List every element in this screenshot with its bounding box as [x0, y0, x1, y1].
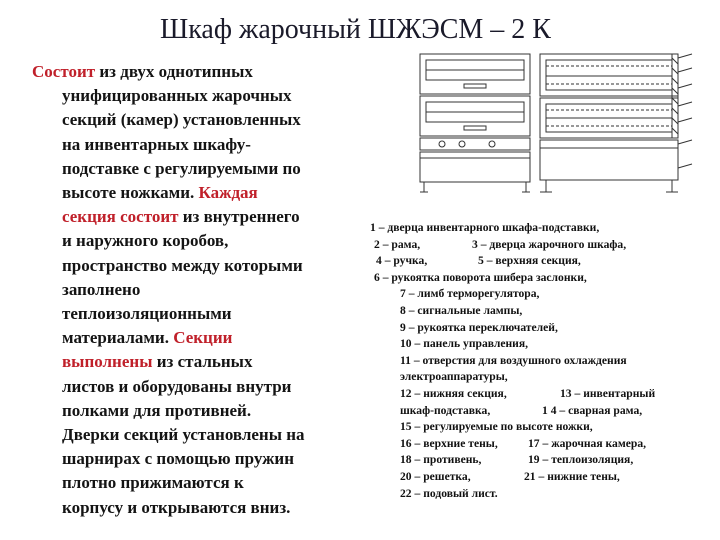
text-fragment: высоте ножками.	[62, 183, 199, 203]
legend-item: 16 – верхние тены,	[400, 436, 498, 450]
highlight-text: выполнены	[62, 352, 153, 372]
legend-item: 22 – подовый лист.	[400, 486, 498, 500]
highlight-text: Каждая	[198, 183, 258, 203]
text-line	[32, 205, 352, 229]
legend-item: 9 – рукоятка переключателей,	[400, 320, 558, 334]
legend-row	[370, 436, 710, 453]
legend-item: 8 – сигнальные лампы,	[400, 303, 523, 317]
legend-row	[370, 486, 710, 503]
legend-row	[370, 220, 710, 237]
legend-item: 12 – нижняя секция,	[400, 386, 507, 400]
legend-item: 5 – верхняя секция,	[478, 254, 581, 268]
text-line	[32, 350, 352, 374]
text-fragment: из двух однотипных	[95, 62, 253, 81]
text-line: и наружного коробов,	[62, 231, 229, 251]
page-title: Шкаф жарочный ШЖЭСМ – 2 К	[160, 14, 551, 45]
text-line: пространство между которыми	[62, 255, 303, 275]
legend-item: электроаппаратуры,	[400, 370, 508, 384]
legend-item: 20 – решетка,	[400, 469, 471, 483]
text-line: полками для противней.	[62, 400, 252, 420]
text-line: листов и оборудованы внутри	[62, 376, 292, 396]
legend-row	[370, 403, 710, 420]
text-line	[32, 181, 352, 205]
legend-item: 6 – рукоятка поворота шибера заслонки,	[374, 270, 587, 284]
legend-item: 19 – теплоизоляция,	[528, 453, 634, 467]
legend-item: 18 – противень,	[400, 453, 482, 467]
text-line: шарнирах с помощью пружин	[62, 449, 295, 469]
legend-item: 1 4 – сварная рама,	[542, 403, 643, 417]
text-fragment: из внутреннего	[178, 207, 300, 227]
text-line: подставке с регулируемыми по	[62, 158, 301, 178]
text-line	[32, 326, 352, 350]
legend-item: 21 – нижние тены,	[524, 469, 620, 483]
text-line: плотно прижимаются к	[62, 473, 244, 493]
text-line: заполнено	[62, 279, 141, 299]
legend-item: 11 – отверстия для воздушного охлаждения	[400, 353, 627, 367]
legend-item: 10 – панель управления,	[400, 337, 529, 351]
text-line: унифицированных жарочных	[62, 86, 292, 106]
text-fragment: материалами.	[62, 328, 174, 348]
legend-item: 15 – регулируемые по высоте ножки,	[400, 420, 593, 434]
text-line: на инвентарных шкафу-	[62, 134, 251, 154]
text-line: секций (камер) установленных	[62, 110, 301, 130]
legend-item: шкаф-подставка,	[400, 403, 491, 417]
highlight-text: Состоит	[32, 62, 96, 81]
legend-row	[370, 270, 710, 287]
legend-row	[370, 353, 710, 370]
legend-row	[370, 369, 710, 386]
legend-item: 4 – ручка,	[376, 254, 428, 268]
legend-row	[370, 336, 710, 353]
legend-item: 1 – дверца инвентарного шкафа-подставки,	[370, 221, 600, 234]
text-fragment: из стальных	[152, 352, 253, 372]
legend-row	[370, 286, 710, 303]
legend-row	[370, 452, 710, 469]
legend-item: 17 – жарочная камера,	[528, 436, 647, 450]
legend-row	[370, 253, 710, 270]
parts-legend	[370, 220, 710, 502]
highlight-text: Секции	[173, 328, 233, 348]
legend-item: 13 – инвентарный	[560, 386, 656, 400]
legend-row	[370, 303, 710, 320]
text-line: теплоизоляционными	[62, 304, 232, 324]
legend-item: 7 – лимб терморегулятора,	[400, 287, 540, 301]
legend-row	[370, 419, 710, 436]
legend-item: 3 – дверца жарочного шкафа,	[472, 237, 627, 251]
legend-row	[370, 320, 710, 337]
text-line	[32, 60, 352, 84]
description-text	[32, 60, 352, 520]
highlight-text: секция состоит	[62, 207, 179, 227]
legend-row	[370, 469, 710, 486]
oven-cabinet-drawing-icon	[412, 48, 700, 200]
text-line: корпусу и открываются вниз.	[62, 497, 291, 517]
text-line: Дверки секций установлены на	[62, 425, 305, 445]
legend-row	[370, 237, 710, 254]
legend-row	[370, 386, 710, 403]
legend-item: 2 – рама,	[374, 237, 421, 251]
